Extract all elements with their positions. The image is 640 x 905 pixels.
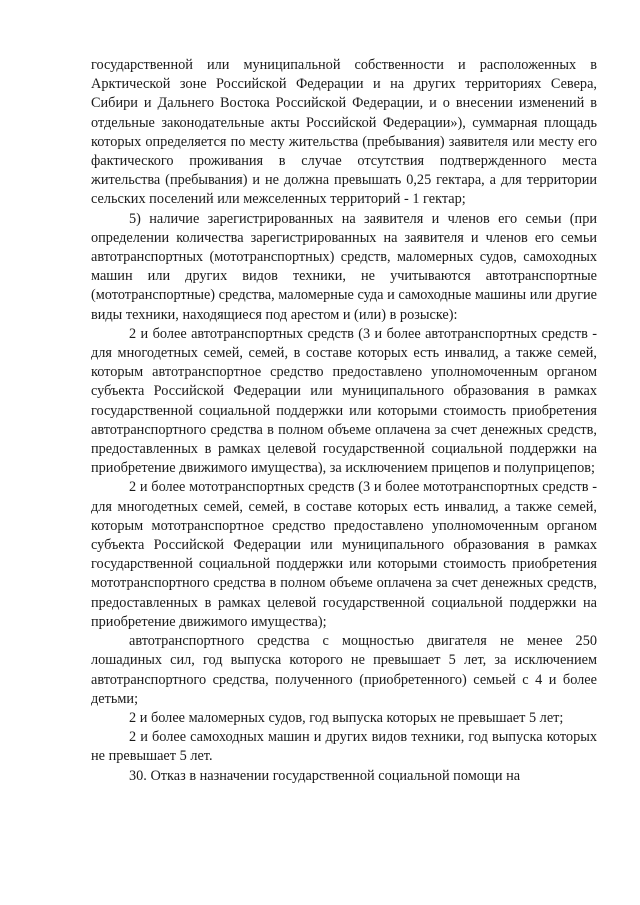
document-page — [91, 56, 597, 786]
paragraph-item-5: 5) наличие зарегистрированных на заявителя и членов его семьи (при определении количества зарегистрированных на заявителя и членов его семьи автотранспортных (мототранспортных) средств, маломерных судов, самоходных машин или других видов техники, не учитываются автотранспортные (мототранспортные) средства, маломерные суда и самоходные машины или другие виды техники, находящиеся под арестом и (или) в розыске): — [91, 210, 597, 323]
paragraph-self-propelled: 2 и более самоходных машин и других видов техники, год выпуска которых не превышает 5 лет. — [91, 729, 597, 765]
paragraph-engine-power: автотранспортного средства с мощностью двигателя не менее 250 лошадиных сил, год выпуска которого не превышает 5 лет, за исключением автотранспортного средства, полученного (приобретенного) семьей с 4 и более детьми; — [91, 633, 597, 707]
paragraph-small-vessels: 2 и более маломерных судов, год выпуска которых не превышает 5 лет; — [129, 709, 564, 726]
paragraph-auto-vehicles: 2 и более автотранспортных средств (3 и более автотранспортных средств - для многодетных семей, семей, в составе которых есть инвалид, а также семей, которым автотранспортное средство предоставлено уполномоченным органом субъекта Российской Федерации или муниципального образования в рамках государственной социальной поддержки или которыми стоимость приобретения автотранспортного средства в полном объеме оплачена за счет денежных средств, предоставленных в рамках целевой государственной социальной поддержки на приобретение движимого имущества), за исключением прицепов и полуприцепов; — [91, 325, 597, 477]
paragraph-moto-vehicles: 2 и более мототранспортных средств (3 и более мототранспортных средств - для многодетных семей, семей, в составе которых есть инвалид, а также семей, которым мототранспортное средство предоставлено уполномоченным органом субъекта Российской Федерации или муниципального образования в рамках государственной социальной поддержки или которыми стоимость приобретения мототранспортного средства в полном объеме оплачена за счет денежных средств, предоставленных в рамках целевой государственной социальной поддержки на приобретение движимого имущества); — [91, 479, 597, 630]
paragraph-continuation: государственной или муниципальной собственности и расположенных в Арктической зоне Российской Федерации и на других территориях Севера, Сибири и Дальнего Востока Российской Федерации, и о внесении изменений в отдельные законодательные акты Российской Федерации»), суммарная площадь которых определяется по месту жительства (пребывания) заявителя или месту его фактического проживания в случае отсутствия подтвержденного места жительства (пребывания) и не должна превышать 0,25 гектара, а для территории сельских поселений или межселенных территорий - 1 гектар; — [91, 57, 597, 208]
paragraph-item-30: 30. Отказ в назначении государственной социальной помощи на — [129, 767, 521, 784]
